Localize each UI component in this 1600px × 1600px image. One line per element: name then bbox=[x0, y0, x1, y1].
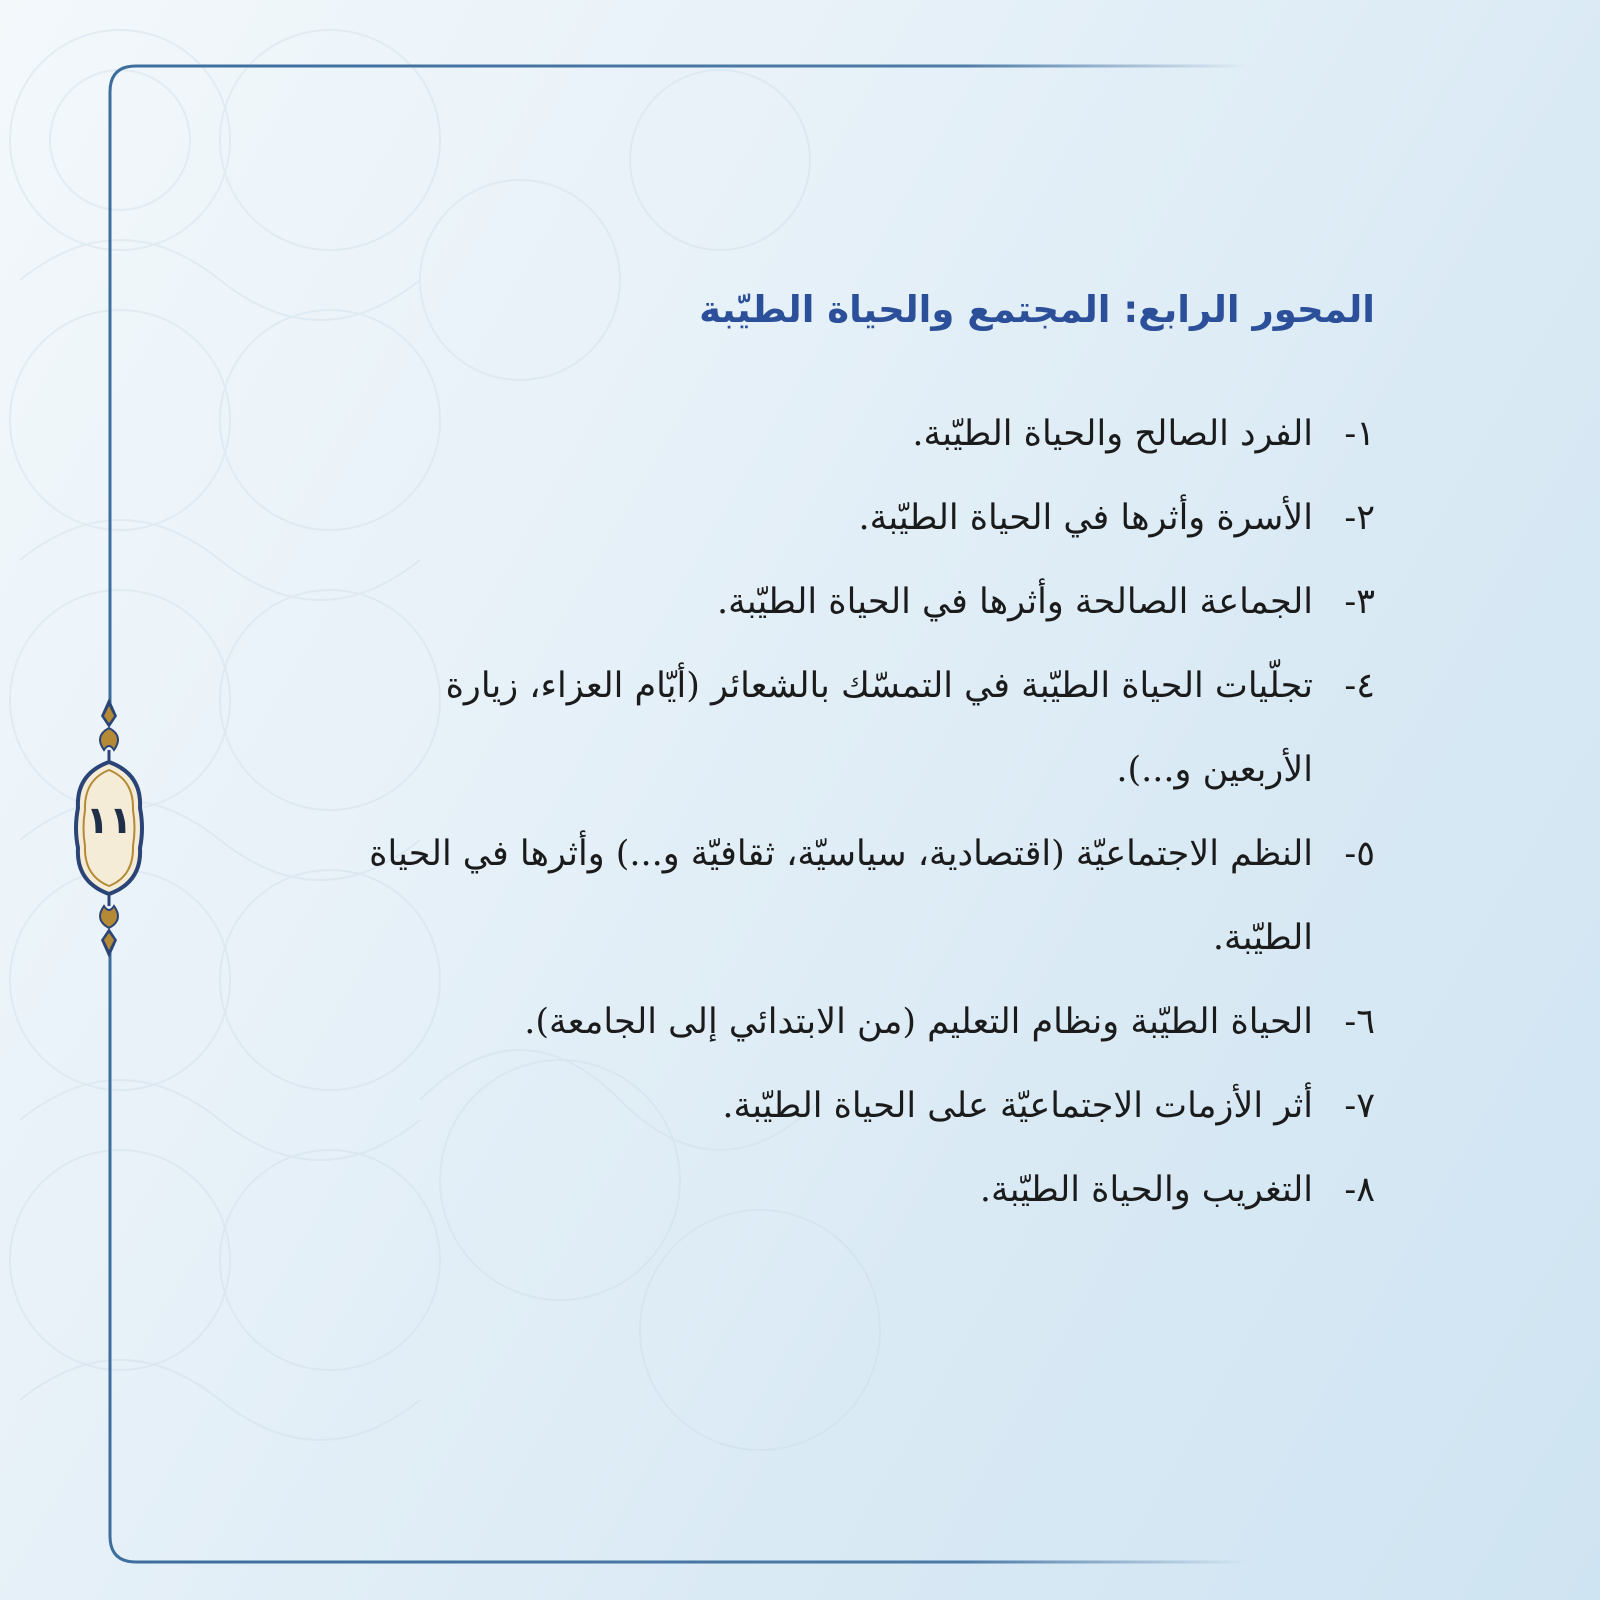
item-text: النظم الاجتماعيّة (اقتصادية، سياسيّة، ثقافيّة و...) وأثرها في الحياة الطيّبة. bbox=[369, 834, 1313, 958]
list-item bbox=[360, 812, 1375, 980]
item-text: الجماعة الصالحة وأثرها في الحياة الطيّبة. bbox=[717, 582, 1313, 622]
item-number: ٨- bbox=[1344, 1170, 1375, 1210]
item-number: ٢- bbox=[1344, 498, 1375, 538]
item-text: أثر الأزمات الاجتماعيّة على الحياة الطيّبة. bbox=[722, 1086, 1313, 1126]
section-heading: المحور الرابع: المجتمع والحياة الطيّبة bbox=[699, 288, 1375, 331]
item-text: التغريب والحياة الطيّبة. bbox=[979, 1170, 1313, 1210]
content bbox=[360, 280, 1375, 1232]
item-number: ٥- bbox=[1344, 834, 1375, 874]
list-item bbox=[360, 980, 1375, 1064]
list-item bbox=[360, 560, 1375, 644]
page-number: ١١ bbox=[85, 798, 133, 842]
item-text: تجلّيات الحياة الطيّبة في التمسّك بالشعائر (أيّام العزاء، زيارة الأربعين و...). bbox=[445, 666, 1313, 790]
list-item bbox=[360, 1064, 1375, 1148]
list-item bbox=[360, 392, 1375, 476]
list-item bbox=[360, 1148, 1375, 1232]
item-number: ١- bbox=[1344, 414, 1375, 454]
item-number: ٦- bbox=[1344, 1002, 1375, 1042]
item-number: ٧- bbox=[1344, 1086, 1375, 1126]
item-number: ٣- bbox=[1344, 582, 1375, 622]
item-text: الأسرة وأثرها في الحياة الطيّبة. bbox=[858, 498, 1313, 538]
topic-list bbox=[360, 392, 1375, 1232]
list-item bbox=[360, 644, 1375, 812]
item-number: ٤- bbox=[1344, 666, 1375, 706]
item-text: الحياة الطيّبة ونظام التعليم (من الابتدائي إلى الجامعة). bbox=[524, 1002, 1313, 1042]
item-text: الفرد الصالح والحياة الطيّبة. bbox=[912, 414, 1313, 454]
list-item bbox=[360, 476, 1375, 560]
